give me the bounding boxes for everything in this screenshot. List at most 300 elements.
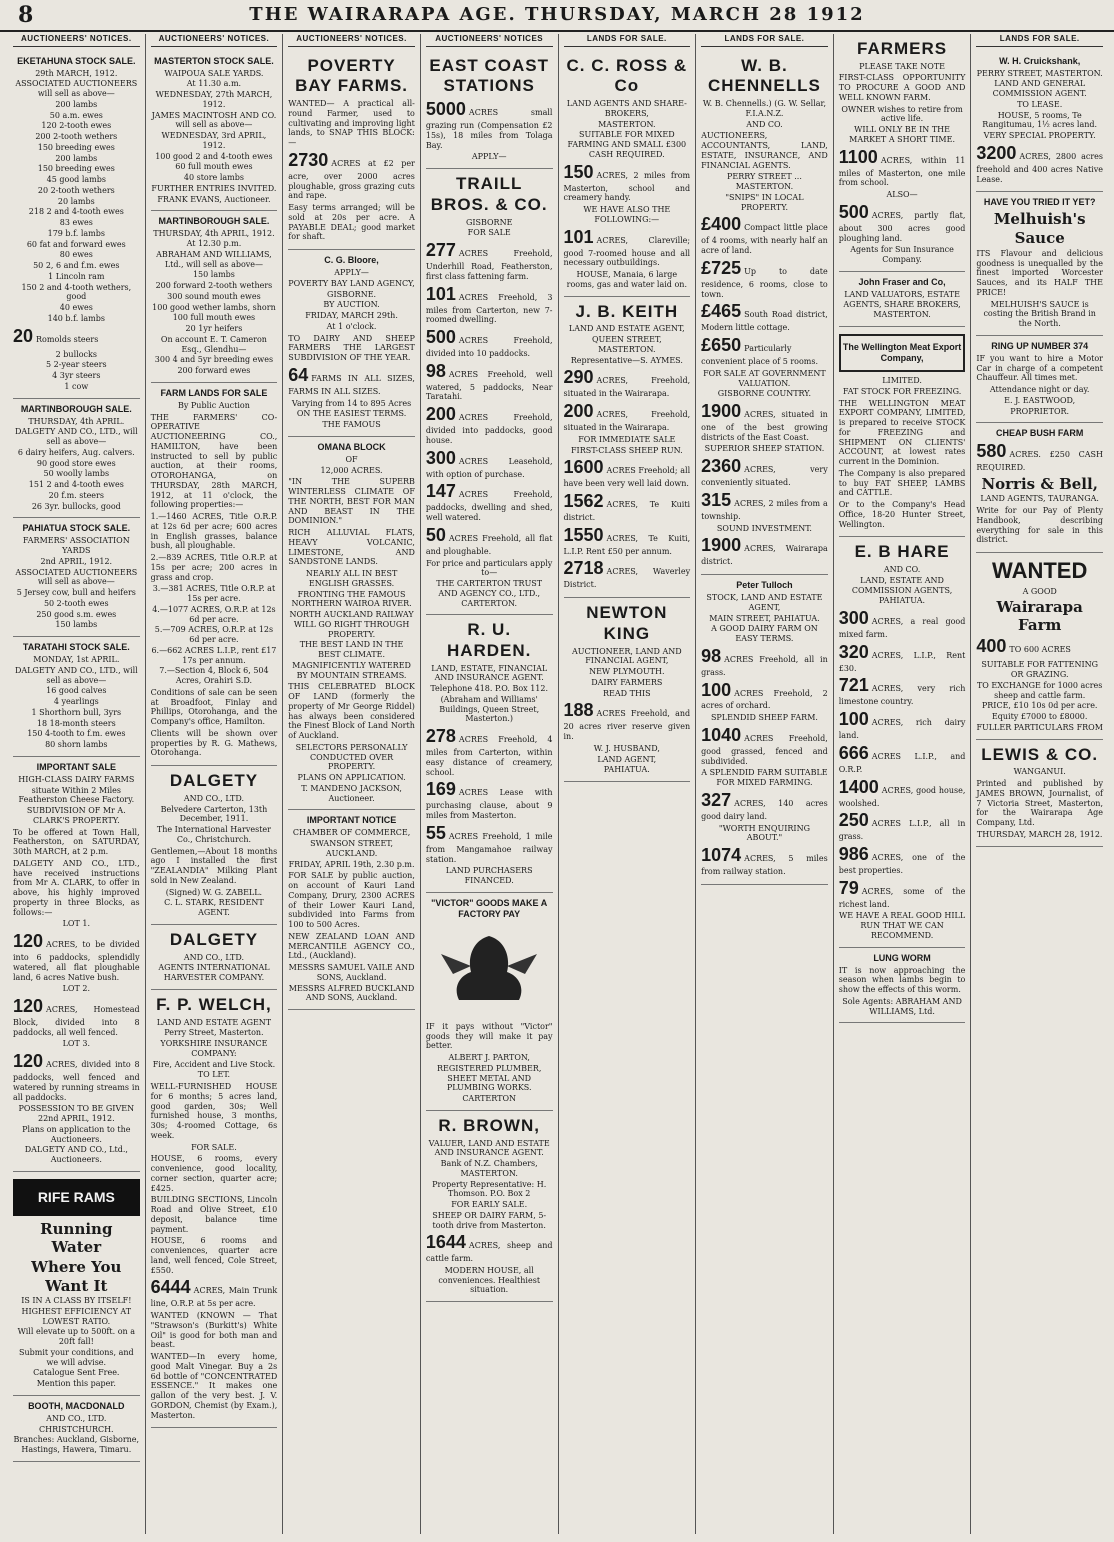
ad-line: PERRY STREET, MASTERTON. bbox=[976, 68, 1103, 78]
ad-line-text: ACRES, Te Kuiti district. bbox=[563, 499, 691, 522]
column-5 bbox=[559, 34, 697, 1534]
ad-line: 6.—662 ACRES L.I.P., rent £17 17s per annum. bbox=[151, 645, 277, 665]
ad-title: J. B. KEITH bbox=[575, 301, 679, 321]
ad-line: PRICE, £10 10s 0d per acre. bbox=[981, 701, 1098, 711]
ad-line: MASTERTON. bbox=[598, 119, 656, 129]
ad-line bbox=[426, 284, 553, 325]
ad-line: 1.—1460 ACRES, Title O.R.P. at 12s 6d per acre; 600 acres in English grasses, balance bush, all ploughable. bbox=[150, 512, 278, 551]
ad-line: CHRISTCHURCH. bbox=[39, 1424, 114, 1434]
ad-line bbox=[288, 150, 415, 201]
ad-line: TO LET. bbox=[197, 1070, 231, 1080]
acreage-number: £465 bbox=[701, 301, 742, 322]
ad-line: LAND PURCHASERS FINANCED. bbox=[445, 866, 533, 886]
ad-title: FARM LANDS FOR SALE bbox=[160, 387, 268, 398]
ad-line: 20 1yr heifers bbox=[185, 324, 243, 334]
ad-line bbox=[426, 779, 553, 820]
ad-line-text: ACRES, good house, woolshed. bbox=[838, 785, 966, 808]
ad-line bbox=[839, 709, 966, 741]
ad-line-text: ACRES, within 11 miles of Masterton, one mile from school. bbox=[838, 155, 966, 188]
ad-line: LAND AND ESTATE AGENT, bbox=[568, 324, 685, 334]
ad-line: ALBERT J. PARTON, bbox=[448, 1053, 530, 1063]
ad-line: Norris & Bell, bbox=[981, 475, 1098, 494]
ad-line: 120 2-tooth ewes bbox=[41, 121, 112, 131]
advertisement bbox=[839, 34, 966, 272]
ad-line: Belvedere Carterton, 13th December, 1911. bbox=[160, 804, 268, 824]
ad-line-text: ACRES Freehold, 3 miles from Carterton, new 7-roomed dwelling. bbox=[425, 292, 553, 325]
ad-line bbox=[839, 743, 966, 775]
ad-line-text: Compact little place of 4 rooms, with nearly half an acre of land. bbox=[701, 223, 828, 256]
ad-line: Clients will be shown over properties by R. G. Mathews, Otorohanga. bbox=[150, 728, 278, 758]
acreage-number: 1100 bbox=[838, 146, 878, 167]
ad-line bbox=[13, 326, 140, 348]
acreage-number: 500 bbox=[838, 201, 869, 222]
ad-line: TO EXCHANGE for 1000 acres sheep and cattle farm. bbox=[976, 680, 1103, 700]
column-header: AUCTIONEERS' NOTICES bbox=[426, 34, 553, 47]
acreage-number: 98 bbox=[425, 360, 446, 381]
ad-line bbox=[701, 790, 828, 822]
ad-line: YORKSHIRE INSURANCE COMPANY: bbox=[160, 1039, 268, 1058]
acreage-number: 580 bbox=[976, 441, 1007, 462]
ad-line: FOR SALE AT GOVERNMENT VALUATION. bbox=[703, 368, 826, 388]
ad-line: MASTERTON. bbox=[873, 310, 931, 320]
ad-line: Melhuish's Sauce bbox=[993, 210, 1086, 247]
ad-line: WILL ONLY BE IN THE MARKET A SHORT TIME. bbox=[849, 125, 955, 144]
acreage-number: 666 bbox=[838, 742, 869, 763]
ad-line: Want It bbox=[45, 1276, 108, 1295]
ad-line: 50 a.m. ewes bbox=[49, 110, 103, 120]
advertisement bbox=[426, 169, 553, 615]
ad-title: TARATAHI STOCK SALE. bbox=[22, 642, 130, 653]
ad-line-text: ACRES, L.I.P., Rent £30. bbox=[838, 650, 966, 673]
acreage-number: 200 bbox=[563, 401, 594, 422]
ad-line-text: ACRES, very conveniently situated. bbox=[701, 465, 828, 488]
ad-line: BY AUCTION. bbox=[323, 300, 380, 310]
acreage-number: 278 bbox=[425, 726, 456, 747]
advertisement bbox=[13, 399, 140, 519]
ad-line bbox=[564, 700, 691, 741]
advertisement bbox=[839, 537, 966, 947]
ad-line bbox=[564, 162, 691, 203]
ad-line: WE HAVE A REAL GOOD HILL RUN THAT WE CAN RECOMMEND. bbox=[838, 911, 966, 940]
ad-line: POSSESSION TO BE GIVEN 22nd APRIL, 1912. bbox=[18, 1104, 135, 1124]
ad-line: 100 good wether lambs, shorn bbox=[152, 302, 276, 312]
advertisement bbox=[564, 51, 691, 297]
ad-line: DAIRY FARMERS bbox=[591, 677, 663, 687]
ad-line: Plans on application to the Auctioneers. bbox=[22, 1124, 131, 1144]
acreage-number: 250 bbox=[838, 810, 869, 831]
column-header: LANDS FOR SALE. bbox=[564, 34, 691, 47]
ad-line: A GOOD DAIRY FARM ON EASY TERMS. bbox=[711, 624, 818, 644]
ad-line: LAND AGENTS AND SHARE-BROKERS, bbox=[566, 99, 687, 118]
column-4 bbox=[421, 34, 559, 1534]
ad-line: VALUER, LAND AND ESTATE AND INSURANCE AGENT. bbox=[428, 1138, 550, 1158]
ad-line: AND CO. bbox=[746, 119, 783, 129]
ad-line: WEDNESDAY, 3rd APRIL, 1912. bbox=[161, 131, 267, 150]
advertisement bbox=[701, 51, 828, 575]
column-header: LANDS FOR SALE. bbox=[701, 34, 828, 47]
ad-line: MESSRS ALFRED BUCKLAND AND SONS, Auckland. bbox=[288, 983, 415, 1003]
ad-line: HOUSE, 5 rooms, Te Rangitumau, 1½ acres land. bbox=[982, 110, 1098, 130]
ad-line: SHEEP OR DAIRY FARM, 5-tooth drive from Masterton. bbox=[432, 1210, 547, 1230]
ad-line bbox=[839, 675, 966, 707]
ad-line: PROPRIETOR. bbox=[1010, 406, 1070, 416]
ad-line: READ THIS bbox=[603, 688, 651, 698]
ad-line-text: ACRES Freehold, divided into paddocks, good house. bbox=[425, 413, 553, 445]
acreage-number: 1644 bbox=[425, 1232, 466, 1253]
acreage-number: 1074 bbox=[701, 845, 742, 866]
ad-line: IT is now approaching the season when lambs begin to show the effects of this worm. bbox=[838, 965, 966, 995]
ad-line: Equity £7000 to £8000. bbox=[991, 712, 1088, 722]
column-header: AUCTIONEERS' NOTICES. bbox=[288, 34, 415, 47]
ad-line: 60 full mouth ewes bbox=[175, 162, 253, 172]
advertisement bbox=[151, 990, 278, 1428]
ad-line: DALGETY AND CO., LTD., will sell as above— bbox=[14, 665, 138, 685]
ad-line-text: ACRES, situated in one of the best growing districts of the East Coast. bbox=[701, 410, 828, 442]
ad-line: HOUSE, 6 rooms and conveniences, quarter acre land, well fenced, Cole Street, £550. bbox=[150, 1236, 278, 1275]
column-3 bbox=[283, 34, 421, 1534]
ad-line bbox=[701, 535, 828, 567]
acreage-number: 100 bbox=[838, 709, 869, 730]
ad-line bbox=[701, 490, 828, 522]
ad-line bbox=[426, 823, 553, 864]
ad-title: R. BROWN, bbox=[438, 1115, 540, 1135]
columns bbox=[8, 34, 1108, 1534]
acreage-number: 1900 bbox=[701, 401, 742, 422]
ad-line: Representative—S. AYMES. bbox=[570, 355, 683, 365]
ad-line bbox=[564, 401, 691, 433]
ad-line: LAND AGENT, bbox=[597, 754, 657, 764]
ad-line: Mention this paper. bbox=[36, 1379, 116, 1389]
ad-line-text: ACRES Freehold, 4 miles from Carterton, within easy distance of creamery, school. bbox=[425, 735, 553, 777]
ad-line: THE WELLINGTON MEAT EXPORT COMPANY, LIMITED, is prepared to receive STOCK for FREEZING and SHIPMENT ON CLIENTS' ACCOUNT, at lowest rates current in the Dominion. bbox=[838, 398, 966, 467]
victor-emblem-icon bbox=[429, 926, 549, 1016]
acreage-number: 290 bbox=[563, 367, 594, 388]
ad-line: WEDNESDAY, 27th MARCH, 1912. bbox=[155, 90, 273, 109]
ad-line: DALGETY AND CO., Ltd., Auctioneers. bbox=[24, 1145, 128, 1165]
ad-line: TO DAIRY AND SHEEP FARMERS THE LARGEST SUBDIVISION OF THE YEAR. bbox=[288, 333, 415, 363]
ad-line: ASSOCIATED AUCTIONEERS will sell as above— bbox=[15, 567, 138, 587]
ad-line: SELECTORS PERSONALLY CONDUCTED OVER PROPERTY. bbox=[295, 742, 408, 772]
ad-line: 179 b.f. lambs bbox=[47, 228, 105, 238]
ad-line: 200 forward 2-tooth wethers bbox=[155, 281, 273, 291]
ad-title: DALGETY bbox=[169, 929, 259, 949]
ad-line bbox=[564, 525, 691, 557]
advertisement bbox=[151, 211, 278, 382]
ad-line: THE BEST LAND IN THE BEST CLIMATE. bbox=[299, 640, 404, 660]
ad-title: DALGETY bbox=[169, 771, 259, 791]
advertisement bbox=[288, 810, 415, 1010]
ad-line: (Signed) W. G. ZABELL. bbox=[165, 887, 263, 897]
ad-line: MELHUISH'S SAUCE is costing the British Brand in the North. bbox=[983, 299, 1096, 329]
ad-line: 150 2 and 4-tooth wethers, good bbox=[21, 282, 132, 302]
advertisement bbox=[288, 51, 415, 250]
acreage-number: 79 bbox=[838, 877, 859, 898]
ad-line bbox=[426, 448, 553, 480]
advertisement bbox=[839, 327, 966, 537]
ad-line: WANTED (KNOWN — That "Strawson's (Burkitt's) White Oil" is good for both man and beast. bbox=[150, 1311, 278, 1350]
ad-line: "IN THE SUPERB WINTERLESS CLIMATE OF THE NORTH, BEST FOR MAN AND BEAST IN THE DOMINION." bbox=[288, 477, 415, 526]
ad-line-text: ACRES Freehold, paddocks, dwelling and shed, well watered. bbox=[425, 490, 553, 523]
acreage-number: 2730 bbox=[288, 149, 329, 170]
acreage-number: 2360 bbox=[701, 456, 742, 477]
ad-line: FULLER PARTICULARS FROM bbox=[976, 722, 1103, 732]
ad-line: GISBORNE bbox=[465, 217, 513, 227]
ad-line: 20 2-tooth wethers bbox=[37, 185, 115, 195]
ad-line-text: ACRES Lease with purchasing clause, about 9 miles from Masterton. bbox=[425, 788, 553, 821]
ad-line: THURSDAY, MARCH 28, 1912. bbox=[976, 829, 1103, 839]
ad-line: WELL-FURNISHED HOUSE for 6 months; 5 acres land, good garden, 30s; Well furnished house, 3 months, 30s; 4-roomed Cottage, 6s week. bbox=[150, 1082, 278, 1140]
ad-line: 4.—1077 ACRES, O.R.P. at 12s 6d per acre. bbox=[152, 604, 276, 624]
ad-title: IMPORTANT SALE bbox=[36, 761, 116, 772]
ad-line-text: ACRES, to be divided into 6 paddocks, splendidly watered, all flat ploughable land, 6 acres Native bush. bbox=[13, 940, 140, 982]
ad-title: WANTED bbox=[992, 558, 1088, 584]
ad-line bbox=[426, 404, 553, 445]
ad-title: OMANA BLOCK bbox=[317, 441, 386, 452]
advertisement bbox=[839, 272, 966, 327]
ad-line: LIMITED. bbox=[882, 376, 922, 386]
ad-line bbox=[13, 1051, 140, 1102]
ad-line: 150 lambs bbox=[55, 620, 98, 630]
column-header: AUCTIONEERS' NOTICES. bbox=[13, 34, 140, 47]
ad-line: NEW PLYMOUTH. bbox=[589, 667, 665, 677]
ad-title: "VICTOR" GOODS MAKE A FACTORY PAY bbox=[431, 897, 548, 919]
ad-line: MESSRS SAMUEL VAILE AND SONS, Auckland. bbox=[288, 963, 415, 982]
ad-line: FOR EARLY SALE. bbox=[451, 1200, 528, 1210]
ad-line: 140 b.f. lambs bbox=[47, 313, 105, 323]
ad-line: To be offered at Town Hall, Featherston, on SATURDAY, 30th MARCH, at 2 p.m. bbox=[13, 827, 140, 857]
acreage-number: 188 bbox=[563, 700, 594, 721]
column-6 bbox=[696, 34, 834, 1534]
ad-line: LOT 3. bbox=[62, 1039, 90, 1049]
ad-line: 5 Jersey cow, bull and heifers bbox=[16, 588, 136, 598]
ad-line bbox=[701, 258, 828, 299]
ad-line: situate Within 2 Miles Featherston Cheese Factory. bbox=[18, 785, 135, 805]
ad-line: SUPERIOR SHEEP STATION. bbox=[704, 444, 825, 454]
advertisement bbox=[288, 250, 415, 437]
ad-line-text: ACRES, one of the best properties. bbox=[838, 852, 966, 875]
ad-line-text: ACRES Freehold, all in grass. bbox=[701, 654, 828, 677]
ad-line-text: ACRES, divided into 8 paddocks, well fenced and watered by running streams in all paddocks. bbox=[13, 1060, 140, 1102]
ad-line bbox=[839, 147, 966, 188]
ad-line: (Abraham and Williams' Buildings, Queen Street, Masterton.) bbox=[439, 694, 540, 724]
acreage-number: 1600 bbox=[563, 457, 604, 478]
ad-line bbox=[426, 1232, 553, 1264]
ad-line: C. L. STARK, RESIDENT AGENT. bbox=[164, 898, 264, 918]
acreage-number: 277 bbox=[425, 240, 456, 261]
ad-title: IMPORTANT NOTICE bbox=[306, 815, 397, 826]
ad-line: A SPLENDID FARM SUITABLE FOR MIXED FARMING. bbox=[701, 768, 828, 788]
advertisement bbox=[288, 437, 415, 810]
ad-line: LAND, ESTATE, FINANCIAL AND INSURANCE AGENT. bbox=[431, 663, 548, 683]
ad-line: JAMES MACINTOSH AND CO. will sell as above— bbox=[151, 110, 277, 130]
acreage-number: 3200 bbox=[976, 142, 1017, 163]
ad-line-text: ACRES, partly flat, about 300 acres good ploughing land. bbox=[838, 210, 966, 243]
acreage-number: 986 bbox=[838, 843, 869, 864]
ad-line bbox=[151, 1277, 278, 1309]
acreage-number: 320 bbox=[838, 641, 869, 662]
ad-line: AND CO., LTD. bbox=[183, 793, 245, 803]
ad-line: E. J. EASTWOOD, bbox=[1004, 395, 1076, 405]
advertisement bbox=[13, 757, 140, 1172]
ad-line: Catalogue Sent Free. bbox=[33, 1368, 120, 1378]
ad-line bbox=[701, 680, 828, 712]
advertisement bbox=[976, 423, 1103, 553]
acreage-number: £650 bbox=[701, 335, 742, 356]
column-header: AUCTIONEERS' NOTICES. bbox=[151, 34, 278, 47]
ad-line-text: ACRES L.I.P., and O.R.P. bbox=[838, 751, 966, 774]
acreage-number: 6444 bbox=[150, 1277, 191, 1298]
ad-line: IS IN A CLASS BY ITSELF! bbox=[21, 1296, 132, 1306]
ad-line: 200 lambs bbox=[55, 99, 98, 109]
ad-line-text: ACRES, Homestead Block, divided into 8 paddocks, all well fenced. bbox=[13, 1005, 140, 1037]
acreage-number: 1562 bbox=[563, 490, 604, 511]
ad-line: WAIPOUA SALE YARDS. bbox=[164, 68, 264, 78]
ad-line: HOUSE, Manaia, 6 large rooms, gas and water laid on. bbox=[566, 270, 687, 289]
ad-line: ALSO— bbox=[886, 190, 918, 200]
ad-title: MASTERTON STOCK SALE. bbox=[154, 55, 274, 66]
ad-line: 150 breeding ewes bbox=[37, 164, 115, 174]
acreage-number: 300 bbox=[425, 447, 456, 468]
ad-line: THIS CELEBRATED BLOCK OF LAND (formerly the property of Mr George Riddel) has always been considered the Finest Block of Land North of Auckland. bbox=[288, 682, 415, 741]
ad-line bbox=[976, 143, 1103, 184]
ad-line-text: ACRES, Main Trunk line, O.R.P. at 5s per acre. bbox=[150, 1286, 278, 1309]
ad-title: LUNG WORM bbox=[873, 952, 931, 963]
acreage-number: 721 bbox=[838, 675, 869, 696]
ad-line: 200 forward ewes bbox=[177, 366, 251, 376]
ad-line bbox=[839, 777, 966, 809]
acreage-number: 2718 bbox=[563, 558, 604, 579]
ad-line: THURSDAY, 4th APRIL. bbox=[28, 416, 125, 426]
ad-line: Agents for Sun Insurance Company. bbox=[850, 245, 954, 265]
ad-line: At 1 o'clock. bbox=[326, 321, 377, 331]
ad-title: EKETAHUNA STOCK SALE. bbox=[17, 55, 136, 66]
ad-line: 40 ewes bbox=[59, 303, 93, 313]
ad-line: NORTH AUCKLAND RAILWAY WILL GO RIGHT THROUGH PROPERTY. bbox=[289, 610, 414, 639]
ad-title: BOOTH, MACDONALD bbox=[28, 1400, 125, 1411]
ad-line-text: ACRES L.I.P., all in grass. bbox=[838, 819, 966, 842]
ad-line: 29th MARCH, 1912. bbox=[35, 68, 118, 78]
boxed-ad bbox=[839, 334, 966, 372]
ad-line: 1 Shorthorn bull, 3yrs bbox=[31, 707, 122, 717]
ad-line: SOUND INVESTMENT. bbox=[716, 523, 812, 533]
ad-line-text: Particularly convenient place of 5 rooms. bbox=[701, 344, 819, 367]
ad-line: 100 good 2 and 4-tooth ewes bbox=[155, 151, 273, 161]
ad-line: 218 2 and 4-tooth ewes bbox=[28, 207, 124, 217]
acreage-number: 500 bbox=[425, 327, 456, 348]
ad-line-text: ACRES, 2 miles from Masterton, school and creamery handy. bbox=[563, 170, 691, 203]
acreage-number: 300 bbox=[838, 608, 869, 629]
acreage-number: 101 bbox=[563, 226, 594, 247]
ad-line: 150 lambs bbox=[192, 270, 235, 280]
ad-line: 4 3yr steers bbox=[52, 371, 101, 381]
ad-title: The Wellington Meat Export Company, bbox=[842, 342, 962, 364]
ad-line: 150 4-tooth to f.m. ewes bbox=[27, 729, 126, 739]
acreage-number: 120 bbox=[13, 996, 44, 1016]
ad-line: 83 ewes bbox=[59, 218, 93, 228]
ad-line: IF it pays without "Victor" goods they will make it pay better. bbox=[425, 1021, 553, 1051]
ad-line: 16 good calves bbox=[46, 686, 107, 696]
ad-line: Will elevate up to 500ft. on a 20ft fall! bbox=[17, 1327, 135, 1347]
ad-line: FIRST-CLASS OPPORTUNITY TO PROCURE A GOOD AND WELL KNOWN FARM. bbox=[838, 73, 966, 102]
ad-line: 5.—709 ACRES, O.R.P. at 12s 6d per acre. bbox=[154, 625, 274, 645]
ad-line-text: ACRES, Wairarapa district. bbox=[701, 544, 828, 567]
acreage-number: 400 bbox=[976, 636, 1007, 657]
ad-line: 7.—Section 4, Block 6, 504 Acres, Orahiri S.D. bbox=[159, 666, 269, 686]
ad-line: Gentlemen,—About 18 months ago I installed the first "ZEALANDIA" Milking Plant sold in New Zealand. bbox=[150, 846, 278, 885]
ad-line-text: Romolds steers bbox=[36, 334, 99, 344]
ad-line bbox=[426, 481, 553, 522]
ad-line: 150 breeding ewes bbox=[37, 142, 115, 152]
acreage-number: 327 bbox=[701, 789, 732, 810]
ad-title: W. B. CHENNELLS bbox=[707, 55, 821, 96]
ad-line: FURTHER ENTRIES INVITED. bbox=[151, 183, 277, 193]
acreage-number: 169 bbox=[425, 779, 456, 800]
ad-line-text: ACRES small grazing run (Compensation £2 15s), 18 miles from Tolaga Bay. bbox=[425, 108, 553, 150]
ad-title: W. H. Cruickshank, bbox=[999, 55, 1081, 66]
column-header: LANDS FOR SALE. bbox=[976, 34, 1103, 47]
ad-line bbox=[701, 845, 828, 877]
ad-line: LAND, ESTATE AND COMMISSION AGENTS, bbox=[851, 575, 953, 595]
ad-line: 60 fat and forward ewes bbox=[26, 239, 126, 249]
advertisement bbox=[426, 51, 553, 169]
ad-line-text: ACRES Freehold, divided into 10 paddocks. bbox=[425, 336, 553, 358]
ad-line: HOUSE, 6 rooms, every convenience, good locality, corner section, quarter acre; £425. bbox=[150, 1154, 278, 1193]
paper-title: THE WAIRARAPA AGE. THURSDAY, MARCH 28 1912 bbox=[249, 4, 865, 25]
ad-line: PERRY STREET ... MASTERTON. bbox=[727, 172, 802, 192]
ad-line: MODERN HOUSE, all conveniences. Healthiest situation. bbox=[438, 1265, 541, 1295]
acreage-number: 5000 bbox=[425, 99, 466, 120]
ad-line bbox=[701, 335, 828, 367]
ad-line bbox=[564, 491, 691, 523]
ad-title: John Fraser and Co, bbox=[858, 276, 946, 287]
ad-title: PAHIATUA STOCK SALE. bbox=[22, 523, 131, 534]
ad-line bbox=[564, 457, 691, 489]
ad-line-text: ACRES Freehold, and 20 acres river reserve given in. bbox=[563, 709, 691, 741]
ad-line: 26 3yr. bullocks, good bbox=[31, 501, 121, 511]
acreage-number: 120 bbox=[13, 931, 44, 952]
ad-line: AND CO., LTD. bbox=[46, 1413, 107, 1423]
ad-line: 4 yearlings bbox=[53, 697, 99, 707]
ad-line: WE HAVE ALSO THE FOLLOWING:— bbox=[583, 205, 671, 224]
advertisement bbox=[426, 1111, 553, 1302]
ad-line: Bank of N.Z. Chambers, MASTERTON. bbox=[440, 1159, 538, 1178]
ad-line: AUCTIONEER, LAND AND FINANCIAL AGENT, bbox=[571, 646, 682, 666]
acreage-number: £400 bbox=[701, 214, 742, 235]
acreage-number: 64 bbox=[288, 364, 309, 385]
ad-line bbox=[288, 365, 415, 397]
ad-line: 5 2-year steers bbox=[46, 360, 107, 370]
ad-line-text: ACRES Freehold, well watered, 5 paddocks, Near Taratahi. bbox=[425, 369, 553, 402]
ad-line bbox=[426, 240, 553, 281]
ad-line-text: ACRES, rich dairy land. bbox=[838, 718, 966, 741]
ad-line: LOT 2. bbox=[62, 984, 90, 994]
ad-line bbox=[839, 810, 966, 842]
ad-title: C. G. Bloore, bbox=[324, 255, 379, 266]
ad-line: NEARLY ALL IN BEST ENGLISH GRASSES. bbox=[305, 569, 398, 588]
ad-line: PAHIATUA. bbox=[879, 596, 926, 606]
ad-title: EAST COAST STATIONS bbox=[429, 55, 549, 96]
ad-line: STOCK, LAND AND ESTATE AGENT, bbox=[706, 593, 823, 612]
ad-title: FARMERS bbox=[857, 39, 948, 58]
ad-line bbox=[701, 725, 828, 766]
ad-line: Varying from 14 to 895 Acres bbox=[291, 398, 412, 408]
acreage-number: 20 bbox=[13, 325, 34, 346]
acreage-number: £725 bbox=[701, 257, 742, 278]
acreage-number: 55 bbox=[425, 822, 446, 843]
ad-line bbox=[701, 301, 828, 333]
ad-line: 90 good store ewes bbox=[36, 458, 116, 468]
ad-line: PAHIATUA. bbox=[603, 765, 650, 775]
